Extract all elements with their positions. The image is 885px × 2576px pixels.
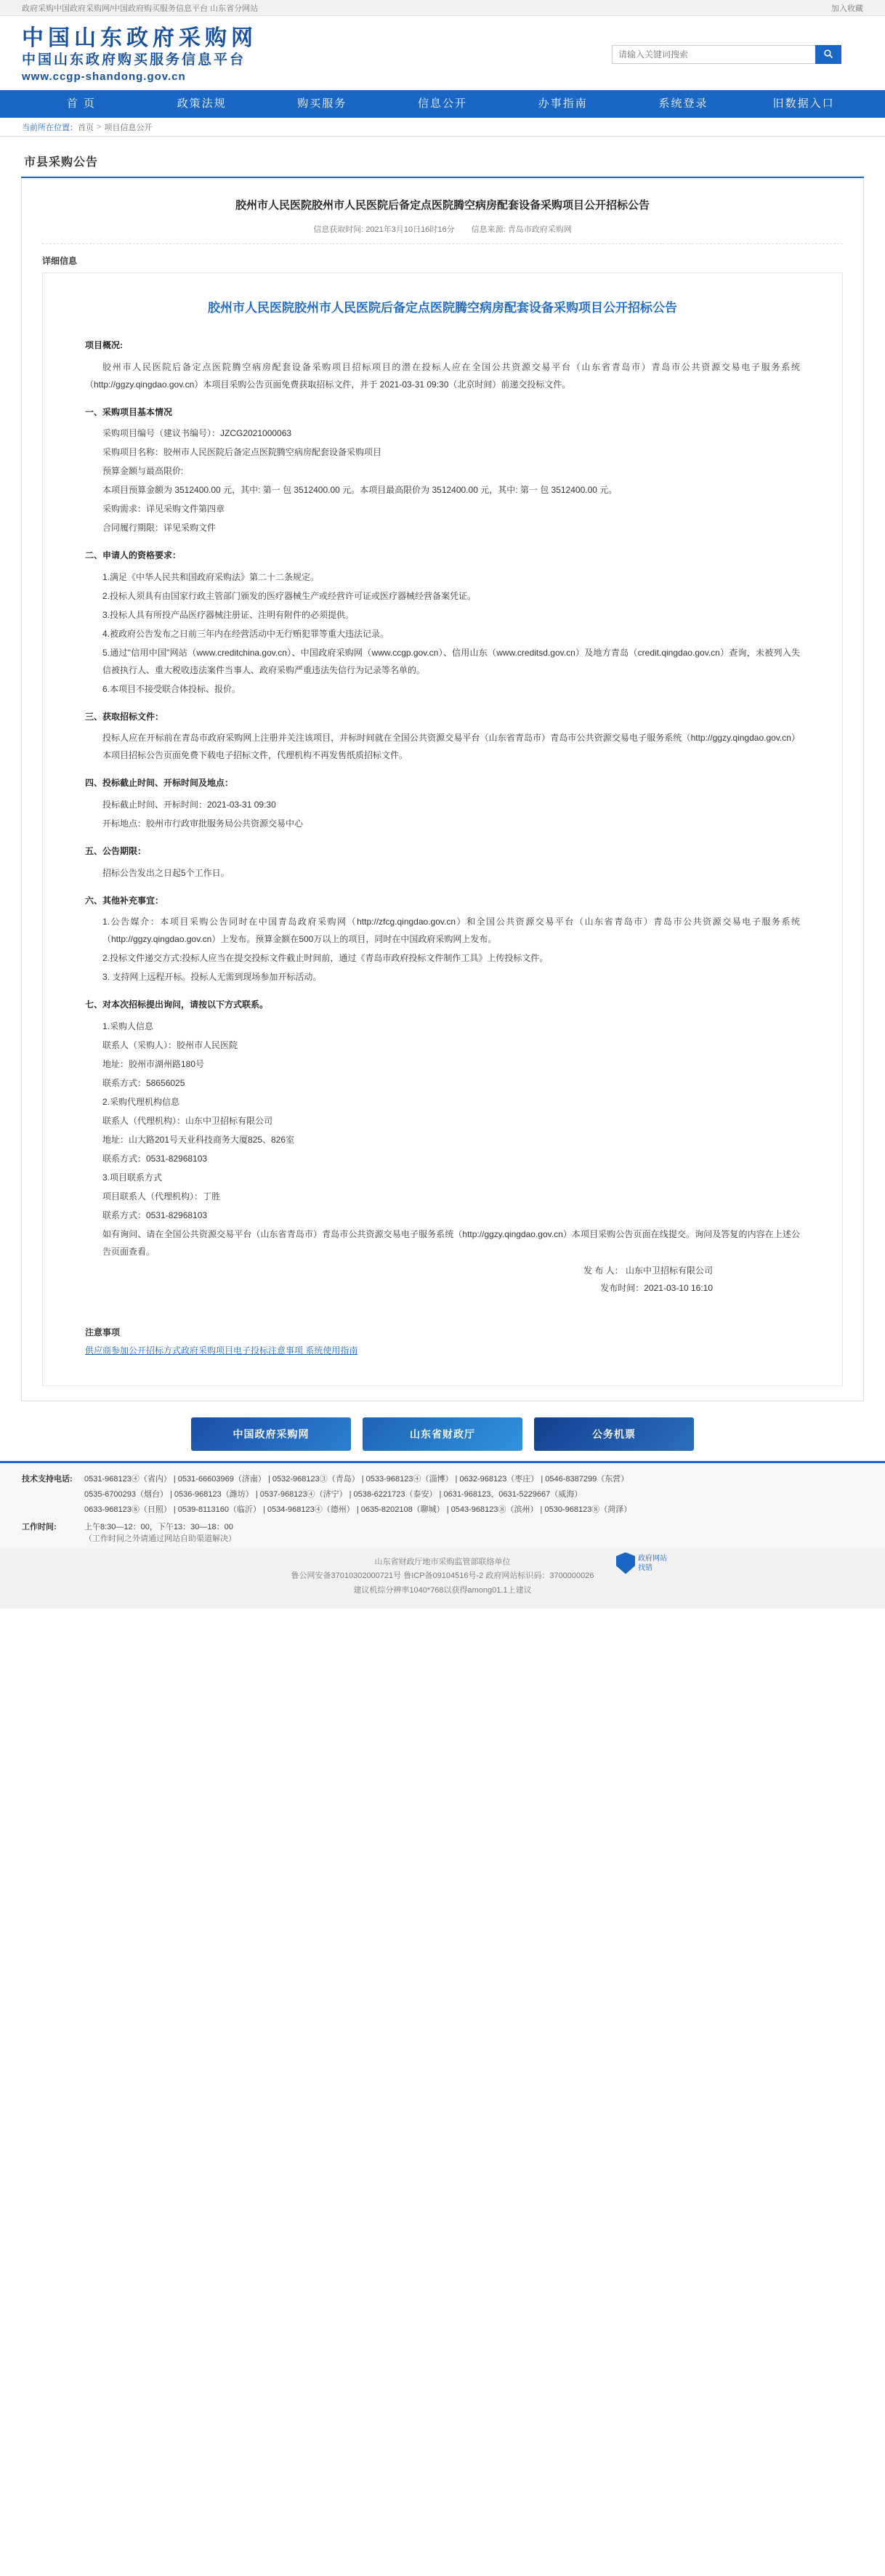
article-paragraph: 地址：胶州市湖州路180号 [102,1058,205,1069]
article-heading: 三、获取招标文件： [85,711,164,722]
gov-badge-line1: 政府网站 [638,1554,667,1563]
banner-official-ticket[interactable]: 公务机票 [534,1417,694,1451]
work-time-row [22,1521,863,1532]
add-favorite-link[interactable]: 加入收藏 [831,4,863,13]
tech-support-label: 技术支持电话: [22,1474,73,1484]
tech-support-lines [84,1472,863,1518]
article-paragraph: 联系方式：0531-82968103 [102,1153,208,1164]
tech-support-line: 0633-968123⑧（日照） | 0539-8113160（临沂） | 0534-968123④（德州） | 0635-8202108（聊城） | 0543-968123⑧（滨州） | 0530-968123⑧（菏泽） [84,1505,632,1514]
article-paragraph: 采购需求：详见采购文件第四章 [102,504,225,515]
nav-item-2[interactable]: 购买服务 [297,97,347,110]
main-nav [0,90,885,118]
article-paragraph: 3.项目联系方式 [102,1172,163,1183]
article-paragraph: 合同履行期限：详见采购文件 [102,523,217,534]
article-paragraph: 开标地点：胶州市行政审批服务局公共资源交易中心 [102,818,304,829]
article-paragraph: 联系方式：58656025 [102,1077,185,1088]
article-blocks [85,338,800,1260]
banner-ccgp[interactable]: 中国政府采购网 [191,1417,351,1451]
search-icon [823,49,833,61]
nav-item-4[interactable]: 办事指南 [538,97,588,110]
article-paragraph: 3. 支持网上远程开标。投标人无需到现场参加开标活动。 [102,972,322,983]
gov-website-badge[interactable] [616,1553,667,1574]
article-paragraph: 1.公告媒介：本项目采购公告同时在中国青岛政府采购网（http://zfcg.qingdao.gov.cn）和全国公共资源交易平台（山东省青岛市）青岛市公共资源交易电子服务系统（http://ggzy.qingdao.gov.cn）上发布。预算金额在500万以上的项目，同时在中国政府采购网上发布。 [102,917,800,945]
breadcrumb-label: 当前所在位置： [22,123,78,132]
article-paragraph: 胶州市人民医院后备定点医院腾空病房配套设备采购项目招标项目的潜在投标人应在全国公共资源交易平台（山东省青岛市）青岛市公共资源交易电子服务系统（http://ggzy.qingdao.gov.cn）本项目采购公告页面免费获取招标文件，并于 2021-03-31 09:30（北京时间）前递交投标文件。 [85,361,800,390]
announcement-meta [42,223,843,244]
article-paragraph: 如有询问、请在全国公共资源交易平台（山东省青岛市）青岛市公共资源交易电子服务系统（http://ggzy.qingdao.gov.cn）本项目采购公告页面在线提交。询问及答复的内容在上述公告页面查看。 [102,1228,800,1257]
tech-support-line: 0535-6700293（烟台） | 0536-968123（潍坊） | 0537-968123④（济宁） | 0538-6221723（泰安） | 0631-968123、0631-5229667（威海） [84,1489,583,1499]
article-paragraph: 2.投标人须具有由国家行政主管部门颁发的医疗器械生产或经营许可证或医疗器械经营备案凭证。 [102,590,477,601]
article-heading: 二、申请人的资格要求： [85,550,182,561]
page-title: 市县采购公告 [21,147,864,178]
article-paragraph: 2.投标文件递交方式:投标人应当在提交投标文件截止时间前，通过《青岛市政府投标文件制作工具》上传投标文件。 [102,953,549,964]
top-bar-left-text: 政府采购中国政府采购网/中国政府购买服务信息平台 山东省分网站 [22,4,259,13]
breadcrumb-separator-icon: > [97,122,102,132]
article-title: 胶州市人民医院胶州市人民医院后备定点医院腾空病房配套设备采购项目公开招标公告 [208,301,677,315]
article-paragraph: 投标人应在开标前在青岛市政府采购网上注册并关注该项目，并标时间就在全国公共资源交易平台（山东省青岛市）青岛市公共资源交易电子服务系统（http://ggzy.qingdao.gov.cn）本项目招标公告页面免费下载电子招标文件，代理机构不再发售纸质招标文件。 [102,733,800,761]
footer-bottom [0,1548,885,1609]
announcement-container [21,178,864,1401]
breadcrumb [0,118,885,137]
article-heading: 六、其他补充事宜： [85,895,164,906]
search-button[interactable] [815,45,841,64]
article-paragraph: 地址：山大路201号天业科技商务大厦825、826室 [102,1134,295,1145]
article-paragraph: 6.本项目不接受联合体投标、报价。 [102,683,241,694]
site-footer [0,1461,885,1548]
nav-item-3[interactable]: 信息公开 [418,97,468,110]
article-paragraph: 项目联系人（代理机构）：丁胜 [102,1191,221,1202]
logo-title-cn: 中国山东政府采购网 [22,26,257,50]
footer-icp: 鲁公网安备37010302000721号 鲁ICP备09104516号-2 政府网站标识码：3700000026 [291,1571,594,1581]
article-heading: 四、投标截止时间、开标时间及地点： [85,778,234,789]
breadcrumb-item-home[interactable]: 首页 [78,123,94,132]
article-paragraph: 联系方式：0531-82968103 [102,1209,208,1220]
article-paragraph: 3.投标人具有所投产品医疗器械注册证、注明有附件的必须提供。 [102,609,355,620]
article-paragraph: 采购项目名称：胶州市人民医院后备定点医院腾空病房配套设备采购项目 [102,447,382,458]
article-signer: 发 布 人： 山东中卫招标有限公司 [583,1265,713,1276]
work-time-label: 工作时间: [22,1522,57,1531]
search-area [612,45,841,64]
page-content [21,137,864,1451]
logo-domain: www.ccgp-shandong.gov.cn [22,71,186,84]
article-paragraph: 投标截止时间、开标时间：2021-03-31 09:30 [102,800,276,810]
meta-publish-time: 信息获取时间: 2021年3月10日16时16分 [313,225,455,235]
article-paragraph: 联系人（采购人）：胶州市人民医院 [102,1039,238,1050]
article-paragraph: 5.通过"信用中国"网站（www.creditchina.gov.cn）、中国政府采购网（www.ccgp.gov.cn）、信用山东（www.creditsd.gov.cn）及地方青岛（credit.qingdao.gov.cn）查询，未被列入失信被执行人、重大税收违法案件当事人、政府采购严重违法失信行为记录等名单的。 [102,647,800,675]
nav-item-0[interactable]: 首 页 [66,97,96,110]
work-time-note: （工作时间之外请通过网站自助渠道解决） [84,1534,236,1543]
article-heading: 七、对本次招标提出询问，请按以下方式联系。 [85,999,269,1010]
gov-badge-line2: 找错 [638,1563,652,1572]
work-time-value: 上午8:30—12：00，下午13：30—18：00 [84,1522,233,1531]
footer-org: 山东省财政厅地市采购监管部联络单位 [374,1557,511,1566]
footer-resolution-note: 建议机综分辨率1040*768以获得among01.1上建议 [353,1586,532,1595]
article-paragraph: 1.满足《中华人民共和国政府采购法》第二十二条规定。 [102,571,320,582]
article-body [42,273,843,1386]
nav-item-5[interactable]: 系统登录 [658,97,708,110]
notice-heading: 注意事项 [85,1327,121,1337]
detail-info-label: 详细信息 [42,256,78,267]
announcement-title: 胶州市人民医院胶州市人民医院后备定点医院腾空病房配套设备采购项目公开招标公告 [235,199,650,212]
article-sign-date: 发布时间：2021-03-10 16:10 [600,1282,713,1293]
article-paragraph: 预算金额与最高限价: [102,466,184,477]
shield-icon [616,1553,635,1574]
article-paragraph: 2.采购代理机构信息 [102,1096,180,1107]
article-paragraph: 招标公告发出之日起5个工作日。 [102,867,230,878]
breadcrumb-item-current[interactable]: 项目信息公开 [104,123,153,132]
notice-guide-link[interactable]: 供应商参加公开招标方式政府采购项目电子投标注意事项 系统使用指南 [85,1345,358,1356]
tech-support-line: 0531-968123④（省内） | 0531-66603969（济南） | 0532-968123③（青岛） | 0533-968123④（淄博） | 0632-968123（枣庄） | 0546-8387299（东营） [84,1474,629,1484]
nav-item-1[interactable]: 政策法规 [177,97,227,110]
site-logo[interactable] [22,26,257,83]
article-paragraph: 4.被政府公告发布之日前三年内在经营活动中无行贿犯罪等重大违法记录。 [102,628,389,639]
article-heading: 项目概况: [85,340,123,351]
site-header [0,16,885,90]
top-bar [0,0,885,16]
meta-source: 信息来源: 青岛市政府采购网 [471,225,572,235]
search-input[interactable] [612,45,815,64]
banner-shandong-finance[interactable]: 山东省财政厅 [363,1417,522,1451]
article-paragraph: 采购项目编号（建议书编号）：JZCG2021000063 [102,428,292,439]
partner-banners [21,1417,864,1451]
article-heading: 五、公告期限： [85,846,147,857]
article-paragraph: 联系人（代理机构）：山东中卫招标有限公司 [102,1115,273,1126]
logo-subtitle-cn: 中国山东政府购买服务信息平台 [22,52,246,68]
article-heading: 一、采购项目基本情况 [85,406,173,417]
nav-item-6[interactable]: 旧数据入口 [772,97,835,110]
article-paragraph: 本项目预算金额为 3512400.00 元，其中: 第一 包 3512400.00 元。本项目最高限价为 3512400.00 元，其中: 第一 包 3512400.00 元。 [102,485,618,496]
article-paragraph: 1.采购人信息 [102,1021,154,1031]
